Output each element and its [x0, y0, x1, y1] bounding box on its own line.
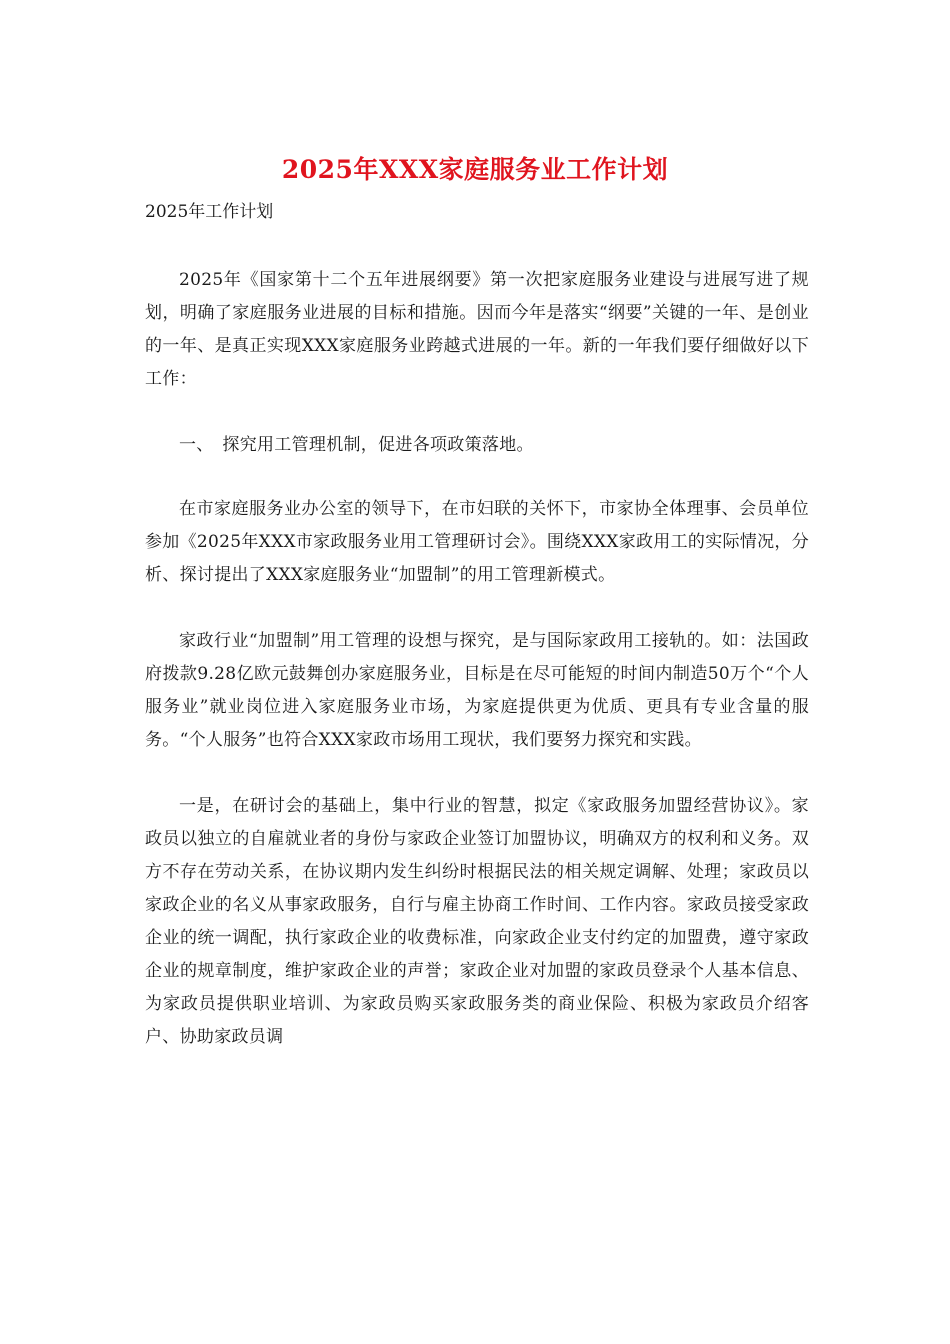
document-body	[145, 264, 809, 1087]
paragraph-franchise-model: 家政行业“加盟制”用工管理的设想与探究，是与国际家政用工接轨的。如：法国政府拨款9.28亿欧元鼓舞创办家庭服务业，目标是在尽可能短的时间内制造50万个“个人服务业”就业岗位进入家庭服务业市场，为家庭提供更为优质、更具有专业含量的服务。“个人服务”也符合XXX家政市场用工现状，我们要努力探究和实践。	[145, 631, 809, 750]
paragraph-agreement: 一是，在研讨会的基础上，集中行业的智慧，拟定《家政服务加盟经营协议》。家政员以独立的自雇就业者的身份与家政企业签订加盟协议，明确双方的权利和义务。双方不存在劳动关系，在协议期内发生纠纷时根据民法的相关规定调解、处理；家政员以家政企业的名义从事家政服务，自行与雇主协商工作时间、工作内容。家政员接受家政企业的统一调配，执行家政企业的收费标准，向家政企业支付约定的加盟费，遵守家政企业的规章制度，维护家政企业的声誉；家政企业对加盟的家政员登录个人基本信息、为家政员提供职业培训、为家政员购买家政服务类的商业保险、积极为家政员介绍客户、协助家政员调	[145, 796, 809, 1047]
section-heading-1: 一、 探究用工管理机制，促进各项政策落地。	[179, 435, 534, 455]
document-subtitle: 2025年工作计划	[145, 202, 274, 222]
paragraph-intro: 2025年《国家第十二个五年进展纲要》第一次把家庭服务业建设与进展写进了规划，明确了家庭服务业进展的目标和措施。因而今年是落实“纲要”关键的一年、是创业的一年、是真正实现XXX家庭服务业跨越式进展的一年。新的一年我们要仔细做好以下工作：	[145, 270, 809, 389]
document-title: 2025年XXX家庭服务业工作计划	[281, 155, 669, 184]
paragraph-seminar: 在市家庭服务业办公室的领导下，在市妇联的关怀下，市家协全体理事、会员单位参加《2025年XXX市家政服务业用工管理研讨会》。围绕XXX家政用工的实际情况，分析、探讨提出了XXX家庭服务业“加盟制”的用工管理新模式。	[145, 499, 809, 585]
